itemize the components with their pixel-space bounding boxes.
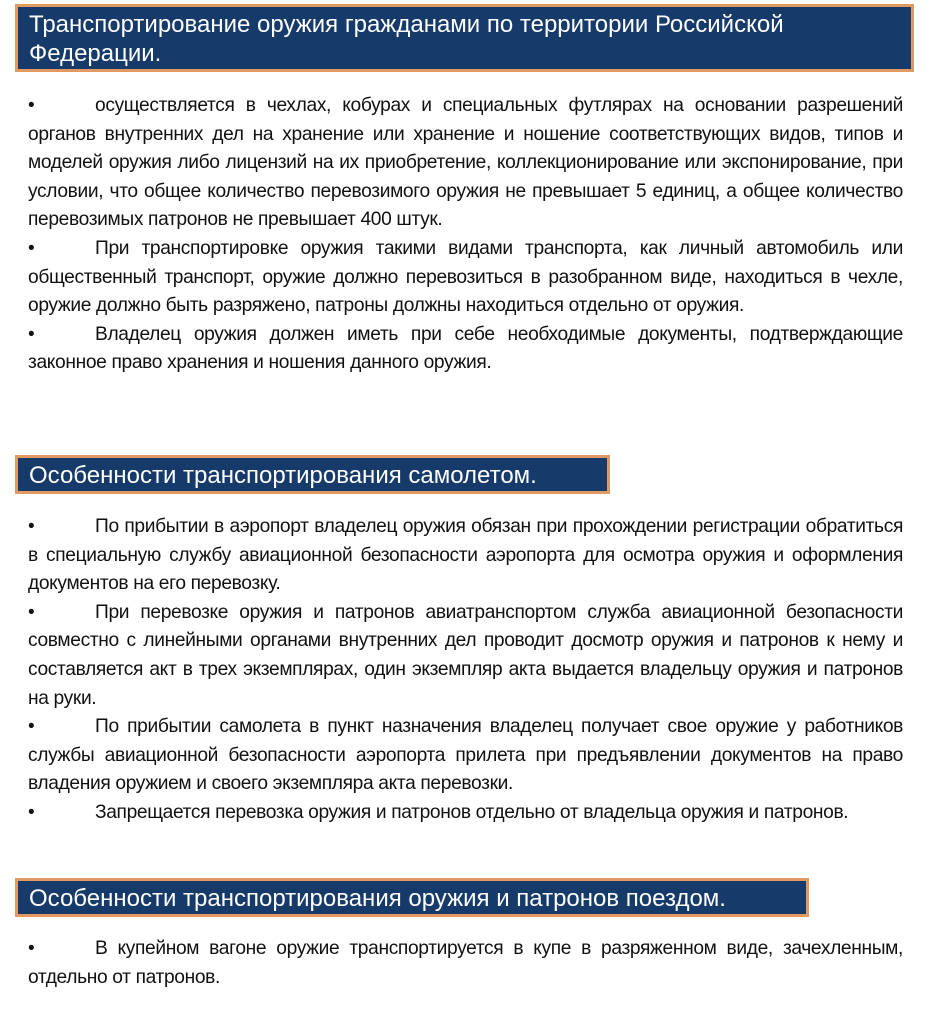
heading-line: Федерации. [29, 40, 162, 67]
section-airplane [28, 513, 903, 828]
bullet-icon: • [28, 323, 35, 345]
list-item-text: осуществляется в чехлах, кобурах и специальных футлярах на основании разрешений органов внутренних дел на хранение или хранение и ношение соответствующих видов, типов и моделей оружия либо лицензий на их приобретение, коллекционирование или экспонирование, при условии, что общее количество перевозимого оружия не превышает 5 единиц, а общее количество перевозимых патронов не превышает 400 штук. [28, 95, 903, 231]
list-item-text: Запрещается перевозка оружия и патронов отдельно от владельца оружия и патронов. [95, 801, 849, 823]
bullet-icon: • [28, 237, 35, 259]
bullet-icon: • [28, 516, 35, 537]
section-citizens-transport [28, 92, 903, 378]
list-item [28, 92, 903, 235]
list-item [28, 321, 903, 378]
section-heading-citizens-transport [15, 4, 914, 72]
list-item-text: При транспортировке оружия такими видами транспорта, как личный автомобиль или общественный транспорт, оружие должно перевозиться в разобранном виде, находиться в чехле, оружие должно быть разряжено, патроны должны находиться отдельно от оружия. [28, 237, 903, 317]
list-item [28, 513, 903, 599]
bullet-icon: • [28, 95, 35, 116]
bullet-icon: • [28, 938, 35, 959]
heading-line: Особенности транспортирования самолетом. [29, 462, 537, 489]
list-item-text: По прибытии в аэропорт владелец оружия обязан при прохождении регистрации обратиться в специальную службу авиационной безопасности аэропорта для осмотра оружия и оформления документов на его перевозку. [28, 516, 903, 595]
bullet-icon: • [28, 801, 35, 823]
section-heading-airplane [15, 455, 610, 494]
bullet-icon: • [28, 716, 35, 738]
list-item-text: При перевозке оружия и патронов авиатранспортом служба авиационной безопасности совместно с линейными органами внутренних дел проводит досмотр оружия и патронов к нему и составляется акт в трех экземплярах, один экземпляр акта выдается владельцу оружия и патронов на руки. [28, 601, 903, 709]
list-item [28, 599, 903, 713]
list-item-text: Владелец оружия должен иметь при себе необходимые документы, подтверждающие законное право хранения и ношения данного оружия. [28, 323, 903, 374]
section-heading-train [15, 878, 809, 917]
section-train [28, 935, 903, 992]
list-item [28, 235, 903, 321]
list-item [28, 935, 903, 992]
list-item-text: В купейном вагоне оружие транспортируется в купе в разряженном виде, зачехленным, отдельно от патронов. [28, 938, 903, 988]
list-item-text: По прибытии самолета в пункт назначения владелец получает свое оружие у работников службы авиационной безопасности аэропорта прилета при предъявлении документов на право владения оружием и своего экземпляра акта перевозки. [28, 716, 903, 795]
list-item [28, 713, 903, 799]
bullet-icon: • [28, 601, 35, 623]
heading-line: Транспортирование оружия гражданами по территории Российской [29, 11, 784, 38]
heading-line: Особенности транспортирования оружия и патронов поездом. [29, 885, 726, 912]
list-item [28, 799, 903, 828]
